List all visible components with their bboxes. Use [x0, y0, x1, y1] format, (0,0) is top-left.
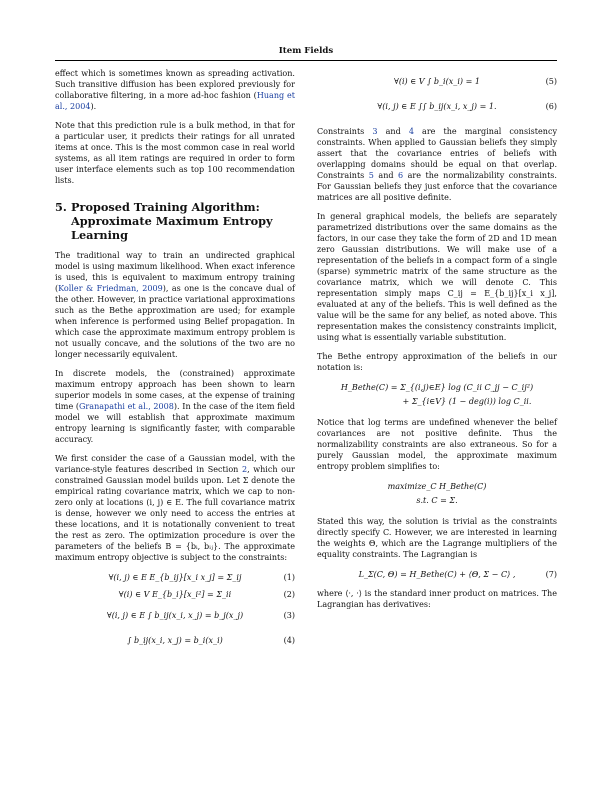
citation-link[interactable]: Granapathi et al., 2008 [79, 402, 174, 411]
equation-number: (7) [545, 570, 557, 579]
paragraph: where ⟨·, ·⟩ is the standard inner product on matrices. The Lagrangian has derivatives: [317, 589, 557, 609]
bethe-entropy-equation: H_Bethe(C) = Σ_{(i,j)∈E} log (C_ii C_jj − C_ij²) + Σ_{i∈V} (1 − deg(i)) log C_ii. [340, 383, 534, 406]
running-head: Item Fields [278, 46, 334, 56]
equation-ref-link[interactable]: 3 [372, 127, 378, 136]
equation-ref-link[interactable]: 5 [368, 171, 374, 180]
equation-ref-link[interactable]: 6 [398, 171, 404, 180]
section-title-line2: Approximate Maximum Entropy Learning [71, 214, 273, 242]
paragraph: The Bethe entropy approximation of the beliefs in our notation is: [317, 352, 557, 372]
equation-number: (5) [545, 77, 557, 86]
paragraph: Note that this prediction rule is a bulk method, in that for a particular user, it predicts their ratings for all unrated items at once. This is the most common case in real world systems, as all item ratings are required in order to form user interface elements such as top 100 recommendation lists. [55, 121, 295, 185]
equation-2: ∀(i) ∈ V E_{b_i}[x_i²] = Σ_ii (2) [55, 588, 295, 602]
maximization-problem: maximize_C H_Bethe(C) s.t. C = Σ. [387, 482, 487, 505]
equation-number: (3) [283, 611, 295, 620]
equation-1: ∀(i, j) ∈ E E_{b_ij}[x_i x_j] = Σ_ij (1) [55, 571, 295, 585]
section-heading [55, 200, 295, 242]
equation-5: ∀(i) ∈ V ∫ b_i(x_i) = 1 (5) [317, 71, 557, 93]
header-rule [55, 60, 557, 61]
paragraph: In discrete models, the (constrained) approximate maximum entropy approach has been shown to learn superior models in some cases, at the expense of training time (Granapathi et al., 2008). In the case of the item field model we will establish that approximate maximum entropy learning is significantly faster, with comparable accuracy. [55, 369, 295, 444]
paragraph: In general graphical models, the beliefs are separately parametrized distributions over the same domains as the factors, in our case they take the form of 2D and 1D mean zero Gaussian distributions. We will make use of a representation of the beliefs in a compact form of a single (sparse) symmetric matrix of the same structure as the covariance matrix, which we will denote C. This representation simply maps C_ij = E_{b_ij}[x_i x_j], evaluated at any of the beliefs. This is well defined as the value will be the same for any belief, as noted above. This representation makes the consistency constraints implicit, using what is essentially variable substitution. [317, 212, 557, 342]
paragraph: The traditional way to train an undirected graphical model is using maximum likelihood. When exact inference is used, this is equivalent to maximum entropy training (Koller & Friedman, 2009), as one is the concave dual of the other. However, in practice variational approximations such as the Bethe approximation are used; for example when inference is performed using Belief propagation. In which case the approximate maximum entropy problem is not usually concave, and the solutions of the two are no longer necessarily equivalent. [55, 251, 296, 359]
equation-number: (2) [283, 590, 295, 599]
equation-number: (6) [545, 102, 557, 111]
paragraph: Constraints 3 and 4 are the marginal consistency constraints. When applied to Gaussian beliefs they simply assert that the covariance entries of beliefs with overlapping domains should be equal on that overlap. Constraints 5 and 6 are the normalizability constraints. For Gaussian beliefs they just enforce that the covariance matrices are all positive definite. [317, 127, 558, 202]
section-ref-link[interactable]: 2 [241, 465, 248, 474]
paragraph: Notice that log terms are undefined whenever the belief covariances are not positive definite. Thus the normalizability constraints are also extraneous. So for a purely Gaussian model, the approximate maximum entropy problem simplifies to: [317, 418, 557, 471]
left-column [55, 68, 295, 655]
paragraph: effect which is sometimes known as spreading activation. Such transitive diffusion has been explored previously for collaborative filtering, in a more ad-hoc fashion (Huang et al., 2004). [55, 69, 295, 111]
equation-number: (1) [283, 573, 295, 582]
paragraph: We first consider the case of a Gaussian model, with the variance-style features described in Section 2, which our constrained Gaussian model builds upon. Let Σ denote the empirical rating covariance matrix, which we cap to non-zero only at locations (i, j) ∈ E. The full covariance matrix is dense, however we only need to access the entries at these locations, and it is notationally convenient to treat the rest as zero. The optimization procedure is over the parameters of the beliefs B = {bᵢ, bᵢⱼ}. The approximate maximum entropy objective is subject to the constraints: [55, 454, 295, 562]
section-number: 5. [55, 200, 67, 214]
equation-6: ∀(i, j) ∈ E ∫∫ b_ij(x_i, x_j) = 1. (6) [317, 96, 557, 118]
citation-link[interactable]: Huang et al., 2004 [55, 91, 295, 111]
section-title-line1: Proposed Training Algorithm: [71, 200, 260, 214]
equation-3: ∀(i, j) ∈ E ∫ b_ij(x_i, x_j) = b_j(x_j) (3) [55, 605, 295, 627]
equation-ref-link[interactable]: 4 [408, 127, 414, 136]
citation-link[interactable]: Koller & Friedman, 2009 [58, 284, 163, 293]
equation-7: L_Σ(C, Θ) = H_Bethe(C) + ⟨Θ, Σ − C⟩ , (7) [317, 568, 557, 582]
right-column [317, 68, 557, 618]
equation-number: (4) [283, 636, 295, 645]
equation-4: ∫ b_ij(x_i, x_j) = b_i(x_i) (4) [55, 630, 295, 652]
paragraph: Stated this way, the solution is trivial as the constraints directly specify C. However, we are interested in learning the weights Θ, which are the Lagrange multipliers of the equality constraints. The Lagrangian is [317, 517, 557, 559]
